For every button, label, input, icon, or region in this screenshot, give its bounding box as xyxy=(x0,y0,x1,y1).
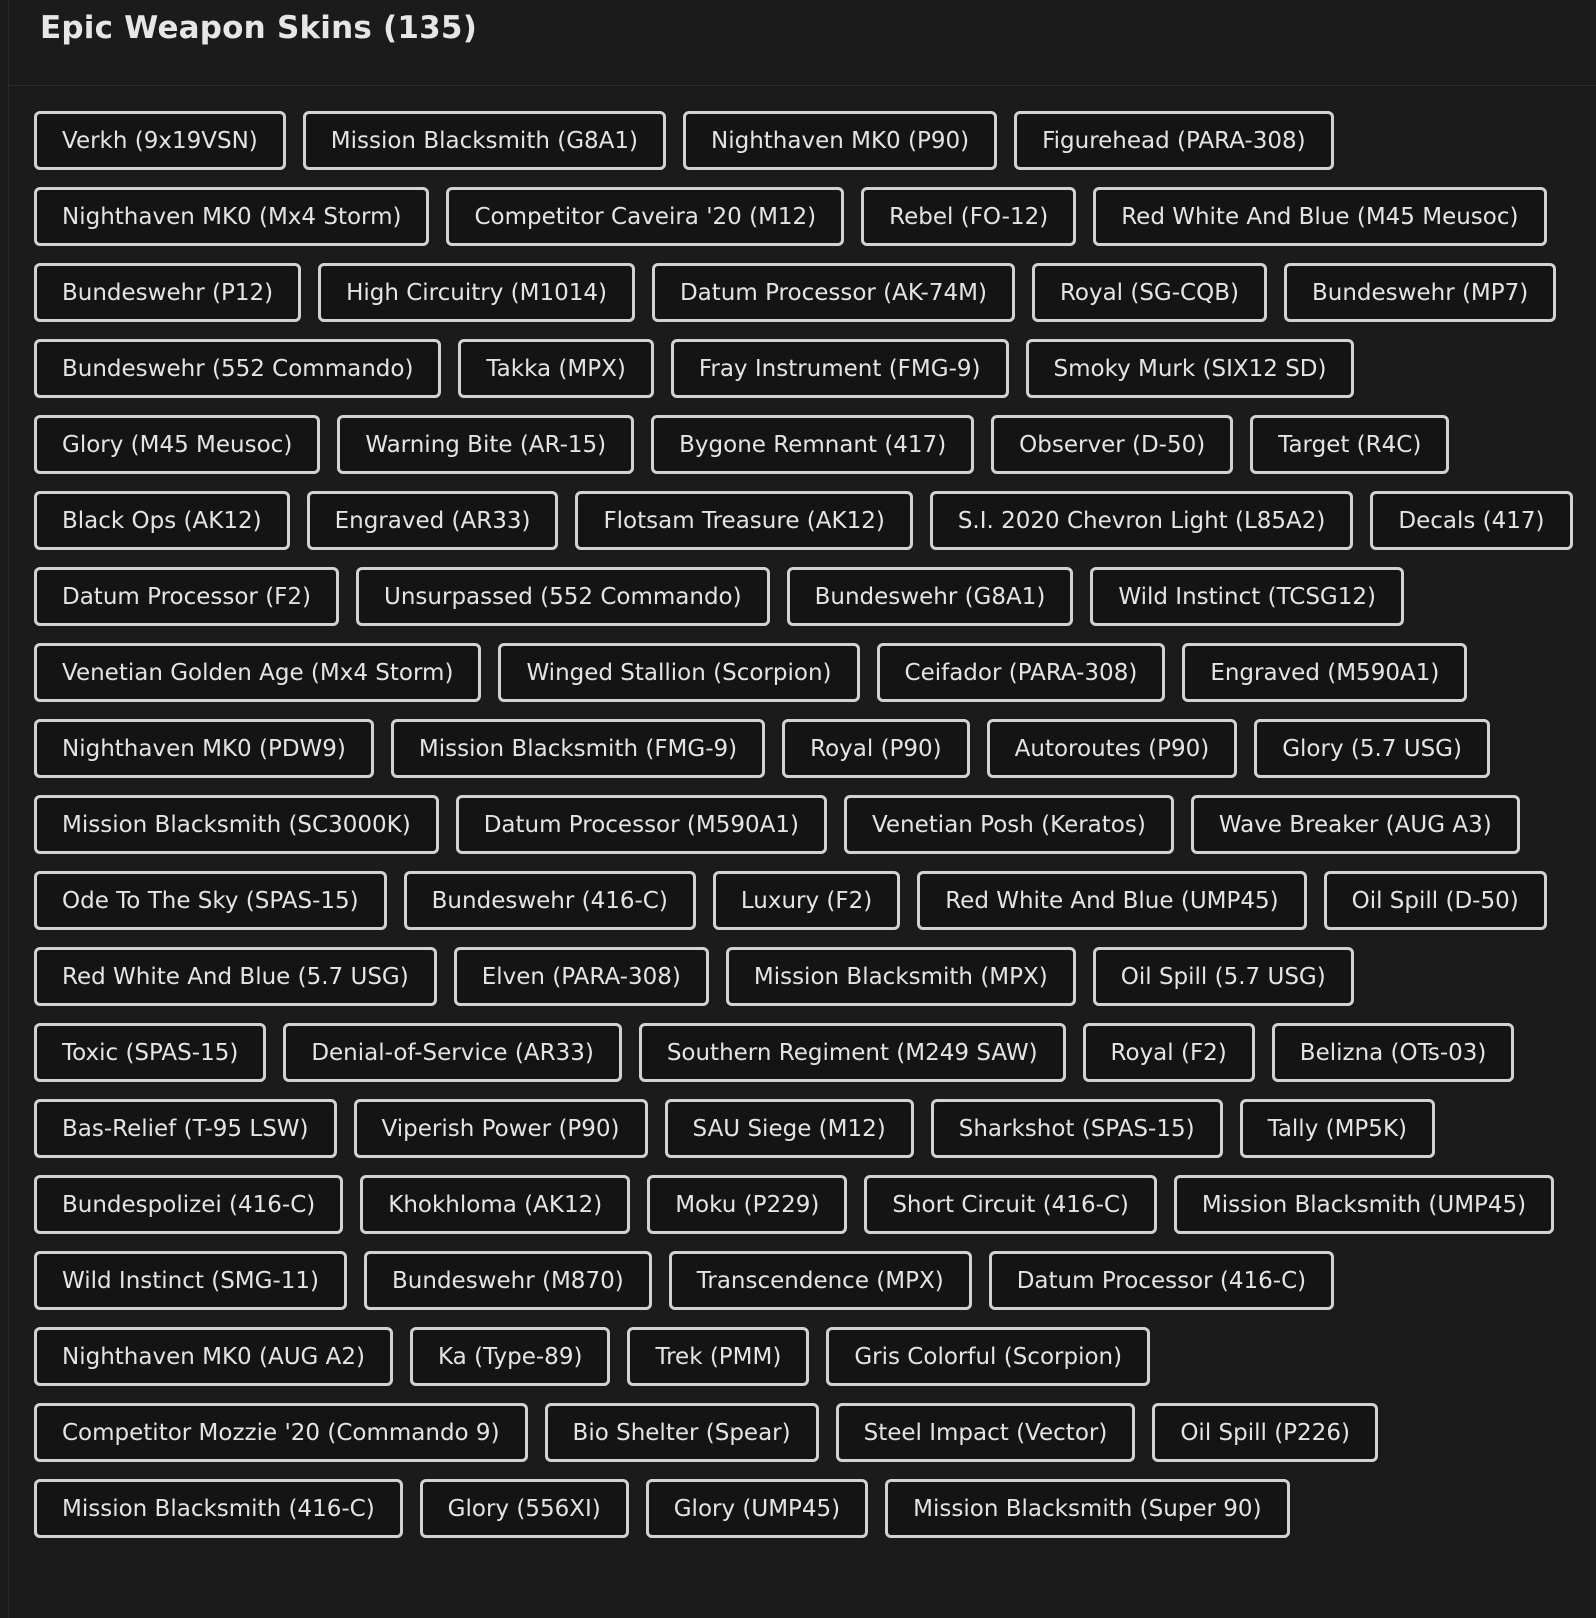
skin-chip[interactable]: Sharkshot (SPAS-15) xyxy=(931,1099,1223,1158)
skin-chip[interactable]: Viperish Power (P90) xyxy=(354,1099,648,1158)
skin-chip[interactable]: Smoky Murk (SIX12 SD) xyxy=(1026,339,1355,398)
skin-chip[interactable]: Datum Processor (AK-74M) xyxy=(652,263,1015,322)
skin-chip[interactable]: Bygone Remnant (417) xyxy=(651,415,974,474)
skin-chip[interactable]: Transcendence (MPX) xyxy=(669,1251,972,1310)
skin-chip[interactable]: SAU Siege (M12) xyxy=(665,1099,914,1158)
skin-chip[interactable]: Nighthaven MK0 (AUG A2) xyxy=(34,1327,393,1386)
skin-chip[interactable]: Figurehead (PARA-308) xyxy=(1014,111,1334,170)
skin-chip[interactable]: Tally (MP5K) xyxy=(1240,1099,1435,1158)
skin-chip[interactable]: Gris Colorful (Scorpion) xyxy=(826,1327,1150,1386)
skin-chip[interactable]: Mission Blacksmith (G8A1) xyxy=(303,111,666,170)
skin-chip[interactable]: Warning Bite (AR-15) xyxy=(337,415,634,474)
skin-chip[interactable]: Steel Impact (Vector) xyxy=(836,1403,1136,1462)
skin-chip[interactable]: Autoroutes (P90) xyxy=(987,719,1238,778)
skin-chip[interactable]: Fray Instrument (FMG-9) xyxy=(671,339,1009,398)
skin-chip[interactable]: Decals (417) xyxy=(1370,491,1572,550)
skin-chip[interactable]: Competitor Caveira '20 (M12) xyxy=(446,187,844,246)
skin-chip[interactable]: Mission Blacksmith (Super 90) xyxy=(885,1479,1289,1538)
skin-chip[interactable]: Target (R4C) xyxy=(1250,415,1449,474)
skin-chip[interactable]: Glory (5.7 USG) xyxy=(1254,719,1490,778)
skin-chip[interactable]: Oil Spill (5.7 USG) xyxy=(1093,947,1354,1006)
skin-chip[interactable]: Royal (F2) xyxy=(1083,1023,1255,1082)
skin-chip[interactable]: Bio Shelter (Spear) xyxy=(545,1403,819,1462)
skin-chip[interactable]: Bas-Relief (T-95 LSW) xyxy=(34,1099,337,1158)
skin-chip[interactable]: Ka (Type-89) xyxy=(410,1327,610,1386)
skin-list xyxy=(9,86,1596,1538)
panel-header xyxy=(9,0,1596,86)
skin-chip[interactable]: Bundeswehr (MP7) xyxy=(1284,263,1556,322)
skin-chip[interactable]: Toxic (SPAS-15) xyxy=(34,1023,266,1082)
skin-chip[interactable]: Nighthaven MK0 (PDW9) xyxy=(34,719,374,778)
skin-chip[interactable]: Takka (MPX) xyxy=(458,339,653,398)
skin-chip[interactable]: Bundeswehr (M870) xyxy=(364,1251,652,1310)
skin-chip[interactable]: Bundeswehr (G8A1) xyxy=(787,567,1074,626)
skin-chip[interactable]: Observer (D-50) xyxy=(991,415,1233,474)
skins-panel xyxy=(8,0,1596,1618)
skin-chip[interactable]: Venetian Golden Age (Mx4 Storm) xyxy=(34,643,481,702)
skin-chip[interactable]: Competitor Mozzie '20 (Commando 9) xyxy=(34,1403,528,1462)
skin-chip[interactable]: Oil Spill (P226) xyxy=(1152,1403,1378,1462)
skin-chip[interactable]: Red White And Blue (UMP45) xyxy=(917,871,1306,930)
skin-chip[interactable]: Mission Blacksmith (416-C) xyxy=(34,1479,403,1538)
skin-chip[interactable]: Bundespolizei (416-C) xyxy=(34,1175,343,1234)
page-title: Epic Weapon Skins (135) xyxy=(40,10,478,46)
skin-chip[interactable]: Royal (SG-CQB) xyxy=(1032,263,1267,322)
skin-chip[interactable]: Trek (PMM) xyxy=(627,1327,809,1386)
skin-chip[interactable]: Black Ops (AK12) xyxy=(34,491,290,550)
skin-chip[interactable]: Short Circuit (416-C) xyxy=(864,1175,1157,1234)
skin-chip[interactable]: Bundeswehr (416-C) xyxy=(404,871,696,930)
skin-chip[interactable]: Engraved (AR33) xyxy=(307,491,559,550)
skin-chip[interactable]: Red White And Blue (5.7 USG) xyxy=(34,947,437,1006)
skin-chip[interactable]: Mission Blacksmith (MPX) xyxy=(726,947,1076,1006)
skin-chip[interactable]: S.I. 2020 Chevron Light (L85A2) xyxy=(930,491,1354,550)
skin-chip[interactable]: Royal (P90) xyxy=(782,719,970,778)
skin-chip[interactable]: Verkh (9x19VSN) xyxy=(34,111,286,170)
skin-chip[interactable]: Moku (P229) xyxy=(647,1175,847,1234)
skin-chip[interactable]: Mission Blacksmith (SC3000K) xyxy=(34,795,439,854)
skin-chip[interactable]: Ode To The Sky (SPAS-15) xyxy=(34,871,387,930)
skin-chip[interactable]: Oil Spill (D-50) xyxy=(1324,871,1547,930)
skin-chip[interactable]: Luxury (F2) xyxy=(713,871,900,930)
skin-chip[interactable]: Wild Instinct (SMG-11) xyxy=(34,1251,347,1310)
skin-chip[interactable]: Flotsam Treasure (AK12) xyxy=(575,491,912,550)
skin-chip[interactable]: Denial-of-Service (AR33) xyxy=(283,1023,622,1082)
skin-chip[interactable]: Bundeswehr (552 Commando) xyxy=(34,339,441,398)
skin-chip[interactable]: Wave Breaker (AUG A3) xyxy=(1191,795,1520,854)
skin-chip[interactable]: Unsurpassed (552 Commando) xyxy=(356,567,770,626)
skin-chip[interactable]: Glory (M45 Meusoc) xyxy=(34,415,320,474)
skin-chip[interactable]: Bundeswehr (P12) xyxy=(34,263,301,322)
skin-chip[interactable]: Engraved (M590A1) xyxy=(1182,643,1467,702)
skin-chip[interactable]: Rebel (FO-12) xyxy=(861,187,1076,246)
skin-chip[interactable]: Wild Instinct (TCSG12) xyxy=(1090,567,1404,626)
skin-chip[interactable]: Belizna (OTs-03) xyxy=(1272,1023,1515,1082)
skin-chip[interactable]: Venetian Posh (Keratos) xyxy=(844,795,1174,854)
skin-chip[interactable]: Southern Regiment (M249 SAW) xyxy=(639,1023,1066,1082)
skin-chip[interactable]: Glory (556XI) xyxy=(420,1479,629,1538)
skin-chip[interactable]: Nighthaven MK0 (Mx4 Storm) xyxy=(34,187,429,246)
skin-chip[interactable]: Khokhloma (AK12) xyxy=(360,1175,630,1234)
skin-chip[interactable]: Glory (UMP45) xyxy=(646,1479,868,1538)
skin-chip[interactable]: Mission Blacksmith (UMP45) xyxy=(1174,1175,1554,1234)
skin-chip[interactable]: Nighthaven MK0 (P90) xyxy=(683,111,997,170)
skin-chip[interactable]: Datum Processor (F2) xyxy=(34,567,339,626)
skin-chip[interactable]: Ceifador (PARA-308) xyxy=(877,643,1166,702)
skin-chip[interactable]: Mission Blacksmith (FMG-9) xyxy=(391,719,765,778)
skin-chip[interactable]: Datum Processor (416-C) xyxy=(989,1251,1334,1310)
skin-chip[interactable]: Winged Stallion (Scorpion) xyxy=(498,643,859,702)
skin-chip[interactable]: Datum Processor (M590A1) xyxy=(456,795,827,854)
skin-chip[interactable]: Elven (PARA-308) xyxy=(454,947,709,1006)
skin-chip[interactable]: High Circuitry (M1014) xyxy=(318,263,635,322)
skin-chip[interactable]: Red White And Blue (M45 Meusoc) xyxy=(1093,187,1546,246)
